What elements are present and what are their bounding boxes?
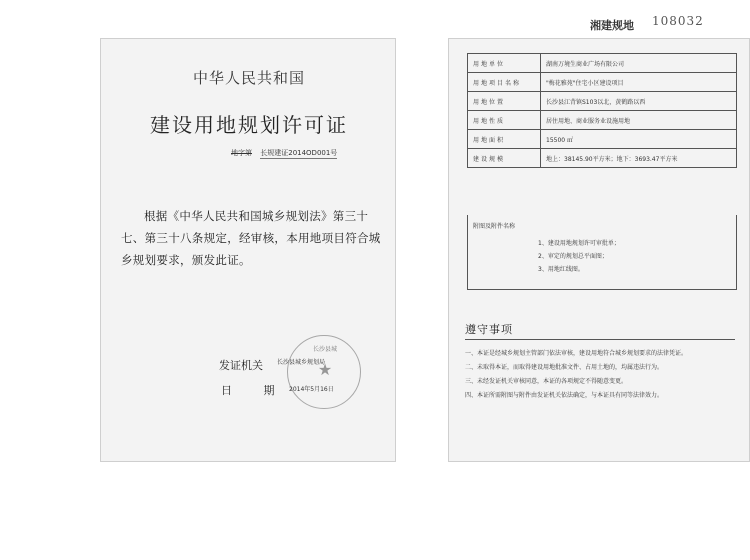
table-value: "梅花雅苑"住宅小区建设项目	[541, 73, 737, 92]
certificate-number-prefix: 地字第	[231, 149, 252, 157]
seal-star-icon: ★	[317, 360, 333, 379]
table-row	[468, 92, 737, 111]
list-item: 1、建设用地规划许可审批单；	[538, 240, 620, 247]
issuer-label: 发证机关	[219, 359, 263, 372]
certificate-cover-page	[100, 38, 396, 462]
list-item: 2、审定的规划总平面图；	[538, 253, 608, 260]
list-item: 三、未经发证机关审核同意，本证的各项规定不得随意变更。	[465, 378, 628, 385]
table-row	[468, 149, 737, 168]
table-label: 用地性质	[468, 111, 541, 130]
serial-number: 108032	[652, 14, 704, 28]
table-label: 用地面积	[468, 130, 541, 149]
table-value: 地上：38145.90平方米；地下：3693.47平方米	[541, 149, 737, 168]
certificate-number	[231, 148, 337, 158]
certificate-number-value: 长规建证2014OD001号	[260, 149, 338, 157]
table-row	[468, 54, 737, 73]
rules-title: 遵守事项	[465, 323, 513, 336]
rules-list	[465, 349, 741, 405]
table-value: 居住用地、商业服务业设施用地	[541, 111, 737, 130]
table-label: 建设规模	[468, 149, 541, 168]
attachments-title: 附图及附件名称	[473, 223, 516, 230]
certificate-detail-page	[448, 38, 750, 462]
table-label: 用地位置	[468, 92, 541, 111]
table-row	[468, 130, 737, 149]
list-item: 二、未取得本证，而取得建设用地批准文件、占用土地的，均属违法行为。	[465, 364, 664, 371]
list-item: 四、本证所需附图与附件由发证机关依法确定，与本证具有同等法律效力。	[465, 392, 664, 399]
country-name: 中华人民共和国	[192, 69, 305, 87]
certificate-title: 建设用地规划许可证	[150, 113, 348, 137]
attachments-box	[467, 215, 737, 290]
certificate-body-text: 根据《中华人民共和国城乡规划法》第三十七、第三十八条规定，经审核，本用地项目符合城乡规划要求，颁发此证。	[121, 209, 381, 267]
official-seal-stamp	[287, 335, 361, 409]
table-row	[468, 73, 737, 92]
date-label: 日 期	[221, 384, 289, 397]
seal-ring-text: 长沙县城	[312, 346, 337, 353]
table-value: 15500 ㎡	[541, 130, 737, 149]
list-item: 3、用地红线图。	[538, 266, 584, 273]
issue-date: 2014年5月16日	[289, 386, 334, 393]
table-row	[468, 111, 737, 130]
rules-divider	[465, 339, 735, 340]
table-label: 用地单位	[468, 54, 541, 73]
list-item: 一、本证是经城乡规划主管部门依法审核，建设用地符合城乡规划要求的法律凭证。	[465, 350, 688, 357]
table-value: 长沙县江背镇S103以北，黄鹤路以西	[541, 92, 737, 111]
land-info-table	[467, 53, 737, 168]
table-label: 用地项目名称	[468, 73, 541, 92]
issuer-name: 长沙县城乡规划局	[277, 359, 326, 366]
attachments-list	[538, 237, 620, 276]
serial-label: 湘建规地	[590, 19, 634, 32]
table-value: 湖南万境生商业广场有限公司	[541, 54, 737, 73]
